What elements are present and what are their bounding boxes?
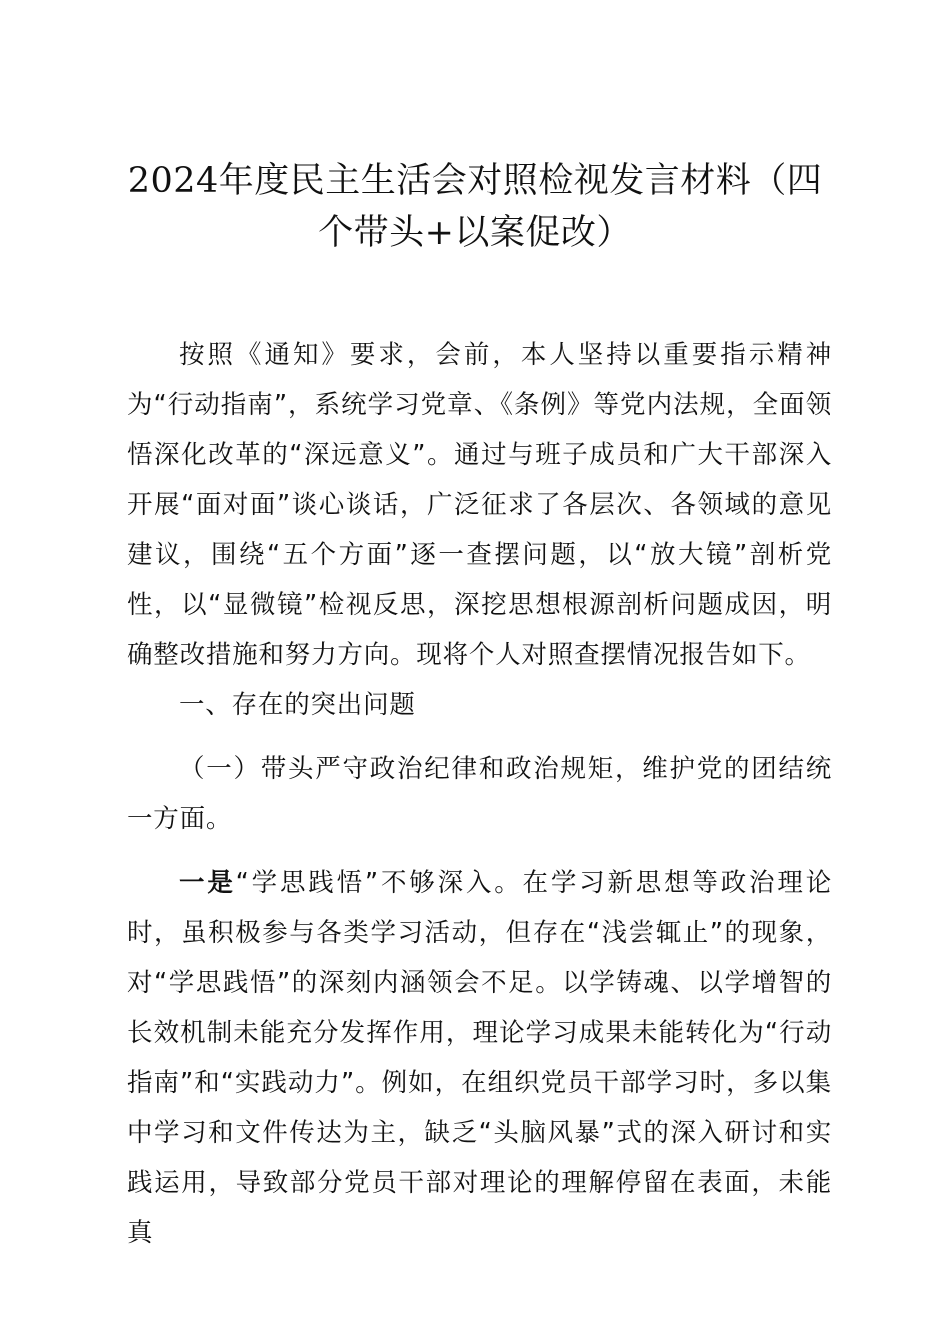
- point-lead: 一是: [179, 868, 236, 898]
- subsection-heading: （一）带头严守政治纪律和政治规矩，维护党的团结统一方面。: [127, 754, 832, 834]
- intro-paragraph: 按照《通知》要求，会前，本人坚持以重要指示精神为“行动指南”，系统学习党章、《条例》等党内法规，全面领悟深化改革的“深远意义”。通过与班子成员和广大干部深入开展“面对面”谈心谈话，广泛征求了各层次、各领域的意见建议，围绕“五个方面”逐一查摆问题，以“放大镜”剖析党性，以“显微镜”检视反思，深挖思想根源剖析问题成因，明确整改措施和努力方向。现将个人对照查摆情况报告如下。: [127, 340, 832, 670]
- document-title: 2024年度民主生活会对照检视发言材料（四个带头+以案促改）: [127, 161, 823, 253]
- section-heading: 一、存在的突出问题: [179, 690, 416, 720]
- point-paragraph: [127, 858, 832, 1258]
- document-body: [127, 330, 832, 1258]
- point-text: “学思践悟”不够深入。在学习新思想等政治理论时，虽积极参与各类学习活动，但存在“浅尝辄止”的现象，对“学思践悟”的深刻内涵领会不足。以学铸魂、以学增智的长效机制未能充分发挥作用，理论学习成果未能转化为“行动指南”和“实践动力”。例如，在组织党员干部学习时，多以集中学习和文件传达为主，缺乏“头脑风暴”式的深入研讨和实践运用，导致部分党员干部对理论的理解停留在表面，未能真: [127, 868, 832, 1248]
